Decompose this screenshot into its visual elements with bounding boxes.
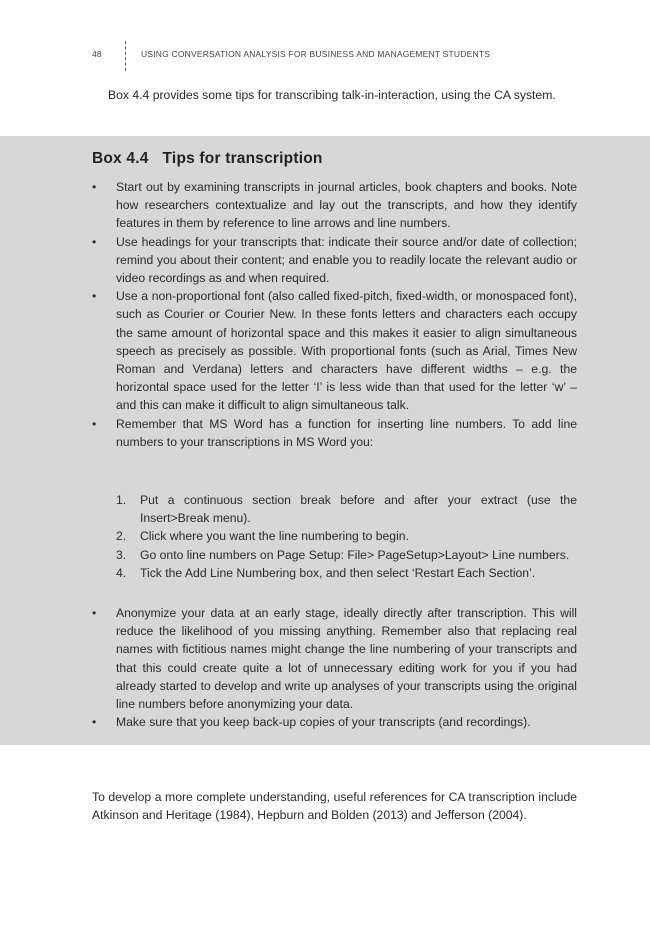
step-text: Click where you want the line numbering to begin.	[140, 529, 409, 544]
step-item	[116, 564, 577, 582]
list-item-text: Start out by examining transcripts in journal articles, book chapters and books. Note how researchers contextualize and lay out the transcripts, and how they identify features in them by reference to line arrows and line numbers.	[116, 180, 577, 231]
running-head	[92, 49, 592, 63]
intro-paragraph: Box 4.4 provides some tips for transcribing talk-in-interaction, using the CA system.	[108, 88, 556, 102]
closing-paragraph: To develop a more complete understanding, useful references for CA transcription include Atkinson and Heritage (1984), Hepburn and Bolden (2013) and Jefferson (2004).	[92, 790, 577, 823]
step-number: 4.	[116, 565, 127, 580]
step-number: 1.	[116, 493, 127, 507]
list-item	[92, 713, 577, 731]
box-label: Box 4.4	[92, 150, 149, 167]
list-item-text: Use headings for your transcripts that: indicate their source and/or date of collection; remind you about their content; and enable you to readily locate the relevant audio or video recordings as and when required.	[116, 234, 577, 286]
list-item	[92, 287, 577, 414]
list-item-text: Anonymize your data at an early stage, ideally directly after transcription. This will reduce the likelihood of you missing anything. Remember also that replacing real names with fictitious names might change the line numbering of your transcripts and that this could create quite a lot of unnecessary editing work for you if you had already started to develop and write up analyses of your transcripts using the original line numbers before anonymizing your data.	[116, 606, 577, 712]
step-item	[116, 491, 577, 527]
step-text: Put a continuous section break before and after your extract (use the Insert>Break menu).	[140, 493, 577, 526]
step-number: 3.	[116, 547, 127, 562]
bullet-icon: •	[92, 180, 97, 194]
step-text: Tick the Add Line Numbering box, and then select ‘Restart Each Section’.	[140, 565, 536, 580]
bullet-icon: •	[92, 416, 97, 431]
bullet-icon: •	[92, 606, 97, 620]
tips-list-top	[92, 178, 577, 451]
list-item-text: Remember that MS Word has a function for inserting line numbers. To add line numbers to your transcriptions in MS Word you:	[116, 416, 577, 449]
step-number: 2.	[116, 529, 127, 544]
list-item-text: Use a non-proportional font (also called fixed-pitch, fixed-width, or monospaced font), such as Courier or Courier New. In these fonts letters and characters each occupy the same amount of horizontal space and this makes it easier to align simultaneous speech as precisely as possible. With proportional fonts (such as Arial, Times New Roman and Verdana) letters and characters have different widths – e.g. the horizontal space used for the letter ‘I’ is less wide than that used for the letter ‘w’ – and this can make it difficult to align simultaneous talk.	[116, 289, 577, 413]
list-item	[92, 415, 577, 451]
list-item	[92, 604, 577, 713]
step-text: Go onto line numbers on Page Setup: File> PageSetup>Layout> Line numbers.	[140, 547, 570, 562]
list-item	[92, 233, 577, 288]
box-title: Tips for transcription	[162, 150, 323, 167]
box-heading	[92, 150, 323, 168]
line-number-steps	[116, 491, 577, 582]
running-title: USING CONVERSATION ANALYSIS FOR BUSINESS AND MANAGEMENT STUDENTS	[141, 49, 491, 59]
bullet-icon: •	[92, 289, 97, 304]
tips-list-bottom	[92, 604, 577, 731]
bullet-icon: •	[92, 715, 97, 730]
list-item	[92, 178, 577, 233]
header-divider	[125, 41, 126, 71]
step-item	[116, 527, 577, 545]
bullet-icon: •	[92, 234, 97, 249]
page-number: 48	[92, 49, 102, 59]
list-item-text: Make sure that you keep back-up copies of your transcripts (and recordings).	[116, 715, 531, 730]
step-item	[116, 546, 577, 564]
